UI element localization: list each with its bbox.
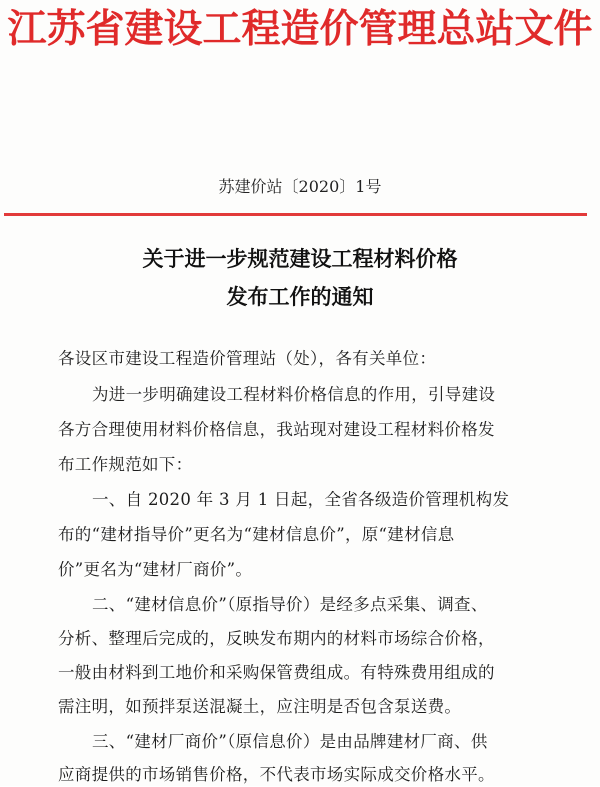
red-divider-rule — [4, 213, 587, 216]
body-text-line: 二、“建材信息价”（原指导价）是经多点采集、调查、 — [92, 595, 488, 614]
body-text-line: 各方合理使用材料价格信息，我站现对建设工程材料价格发 — [58, 420, 495, 439]
document-number: 苏建价站〔2020〕1号 — [218, 177, 382, 196]
body-text-line: 布的“建材指导价”更名为“建材信息价”，原“建材信息 — [58, 525, 455, 544]
body-text-line: 分析、整理后完成的，反映发布期内的材料市场综合价格， — [58, 629, 495, 648]
body-text-line: 价”更名为“建材厂商价”。 — [58, 560, 253, 579]
body-text-line: 一、自 2020 年 3 月 1 日起，全省各级造价管理机构发 — [92, 490, 510, 509]
body-text-line: 需注明，如预拌泵送混凝土，应注明是否包含泵送费。 — [58, 697, 462, 716]
addressee-line: 各设区市建设工程造价管理站（处），各有关单位： — [58, 349, 437, 368]
body-text-line: 三、“建材厂商价”（原信息价）是由品牌建材厂商、供 — [92, 732, 488, 751]
notice-title-line-2: 发布工作的通知 — [226, 285, 374, 309]
body-text-line: 一般由材料到工地价和采购保管费组成。有特殊费用组成的 — [58, 663, 495, 682]
issuer-masthead: 江苏省建设工程造价管理总站文件 — [7, 7, 593, 52]
body-text-line: 应商提供的市场销售价格，不代表市场实际成交价格水平。 — [58, 765, 495, 784]
body-text-line: 为进一步明确建设工程材料价格信息的作用，引导建设 — [92, 385, 496, 404]
notice-title-line-1: 关于进一步规范建设工程材料价格 — [142, 247, 458, 271]
body-text-line: 布工作规范如下： — [58, 455, 193, 474]
